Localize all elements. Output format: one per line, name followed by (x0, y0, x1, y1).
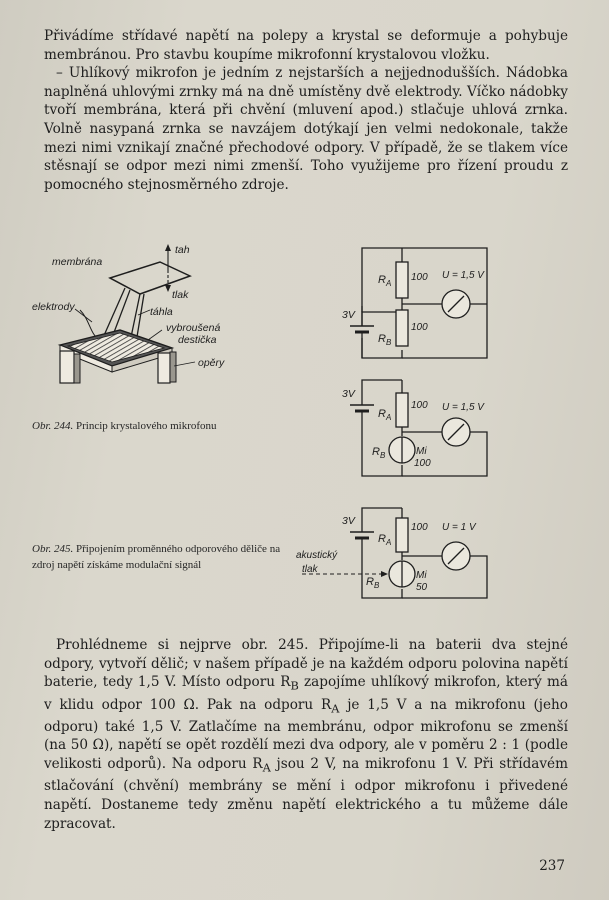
c3-mic-value: 50 (416, 582, 428, 593)
paragraph-2: – Uhlíkový mikrofon je jedním z nejstarších a nejjednodušších. Nádobka naplněná uhlovými zrnky má na dně umístěny dvě elektrody. Víčko nádobky tvoří membrána, která při chvění (mluvení apod.) stlačuje uhlová zrnka. Volně nasypaná zrnka se navzájem dotýkají jen velmi nedokonale, takže mezi nimi vznikají značné přechodové odpory. V případě, že se tlakem více stěsnají se odpor mezi nimi zmenší. Toho využijeme pro řízení proudu z pomocného stejnosměrného zdroje. (44, 65, 568, 193)
caption-244-label: Obr. 244. (32, 420, 74, 432)
label-vybrousena: vybroušená (166, 322, 221, 334)
caption-245 (32, 541, 292, 573)
c3-mic: Mi (416, 570, 427, 581)
label-tah: tah (175, 244, 190, 256)
c1-rb: $R_B$ (378, 333, 392, 347)
paragraph-3: Prohlédneme si nejprve obr. 245. Připojíme-li na baterii dva stejné odpory, vytvoří dělič; v našem případě je na každém odporu polovina napětí baterie, tedy 1,5 V. Místo odporu $R_B$ zapojíme uhlíkový mikrofon, který má v klidu odpor 100 Ω. Pak na odporu $R_A$ je 1,5 V a na mikrofonu (jeho odporu) také 1,5 V. Zatlačíme na membránu, odpor mikrofonu se zmenší (na 50 Ω), napětí se opět rozdělí mezi dva odpory, ale v poměru 2 : 1 (podle velikosti odporů). Na odporu $R_A$ jsou 2 V, na mikrofonu 1 V. Při střídavém stlačování (chvění) membrány se mění i odpor mikrofonu i přivedené napětí. Dostaneme tedy změnu napětí elektrického a tu můžeme dále zpracovat. (44, 637, 569, 832)
c3-ra: $R_A$ (378, 533, 392, 547)
page-number: 237 (539, 858, 565, 874)
c3-meter-reading: U = 1 V (442, 522, 476, 533)
caption-244-text: Princip krystalového mikrofonu (73, 420, 217, 432)
c2-source: 3V (342, 388, 355, 400)
c2-rb: $R_B$ (372, 446, 386, 460)
c1-ra-value: 100 (411, 272, 428, 283)
c2-ra: $R_A$ (378, 408, 392, 422)
c2-mic: Mi (416, 446, 427, 457)
c3-ra-value: 100 (411, 522, 428, 533)
c1-source: 3V (342, 309, 355, 321)
c1-rb-value: 100 (411, 322, 428, 333)
label-elektrody: elektrody (32, 301, 75, 313)
top-text (44, 27, 568, 194)
label-membrana: membrána (52, 256, 103, 268)
c1-ra: $R_A$ (378, 274, 392, 288)
caption-245-text: Připojením proměnného odporového děliče na zdroj napětí získáme modulační signál (32, 543, 281, 571)
c3-rb: $R_B$ (366, 576, 380, 590)
figure-245 (292, 240, 512, 605)
c3-source: 3V (342, 515, 355, 527)
c2-mic-value: 100 (414, 458, 431, 469)
paragraph-1: Přivádíme střídavé napětí na polepy a krystal se deformuje a pohybuje membránou. Pro stavbu koupíme mikrofonní krystalovou vložku. (44, 28, 568, 63)
c3-pressure-label-2: tlak (302, 564, 318, 575)
caption-245-label: Obr. 245. (32, 543, 74, 555)
support-left (60, 351, 74, 383)
support-right (158, 353, 170, 383)
c2-meter-reading: U = 1,5 V (442, 402, 484, 413)
label-tlak: tlak (172, 289, 189, 301)
caption-244 (32, 418, 282, 434)
label-desticka: destička (178, 334, 217, 346)
c3-pressure-label-1: akustický (296, 550, 338, 561)
c2-ra-value: 100 (411, 400, 428, 411)
label-tahla: táhla (150, 306, 173, 318)
figure-244 (30, 240, 290, 410)
bottom-text (44, 636, 568, 833)
label-opery: opěry (198, 357, 225, 369)
c1-meter-reading: U = 1,5 V (442, 270, 484, 281)
